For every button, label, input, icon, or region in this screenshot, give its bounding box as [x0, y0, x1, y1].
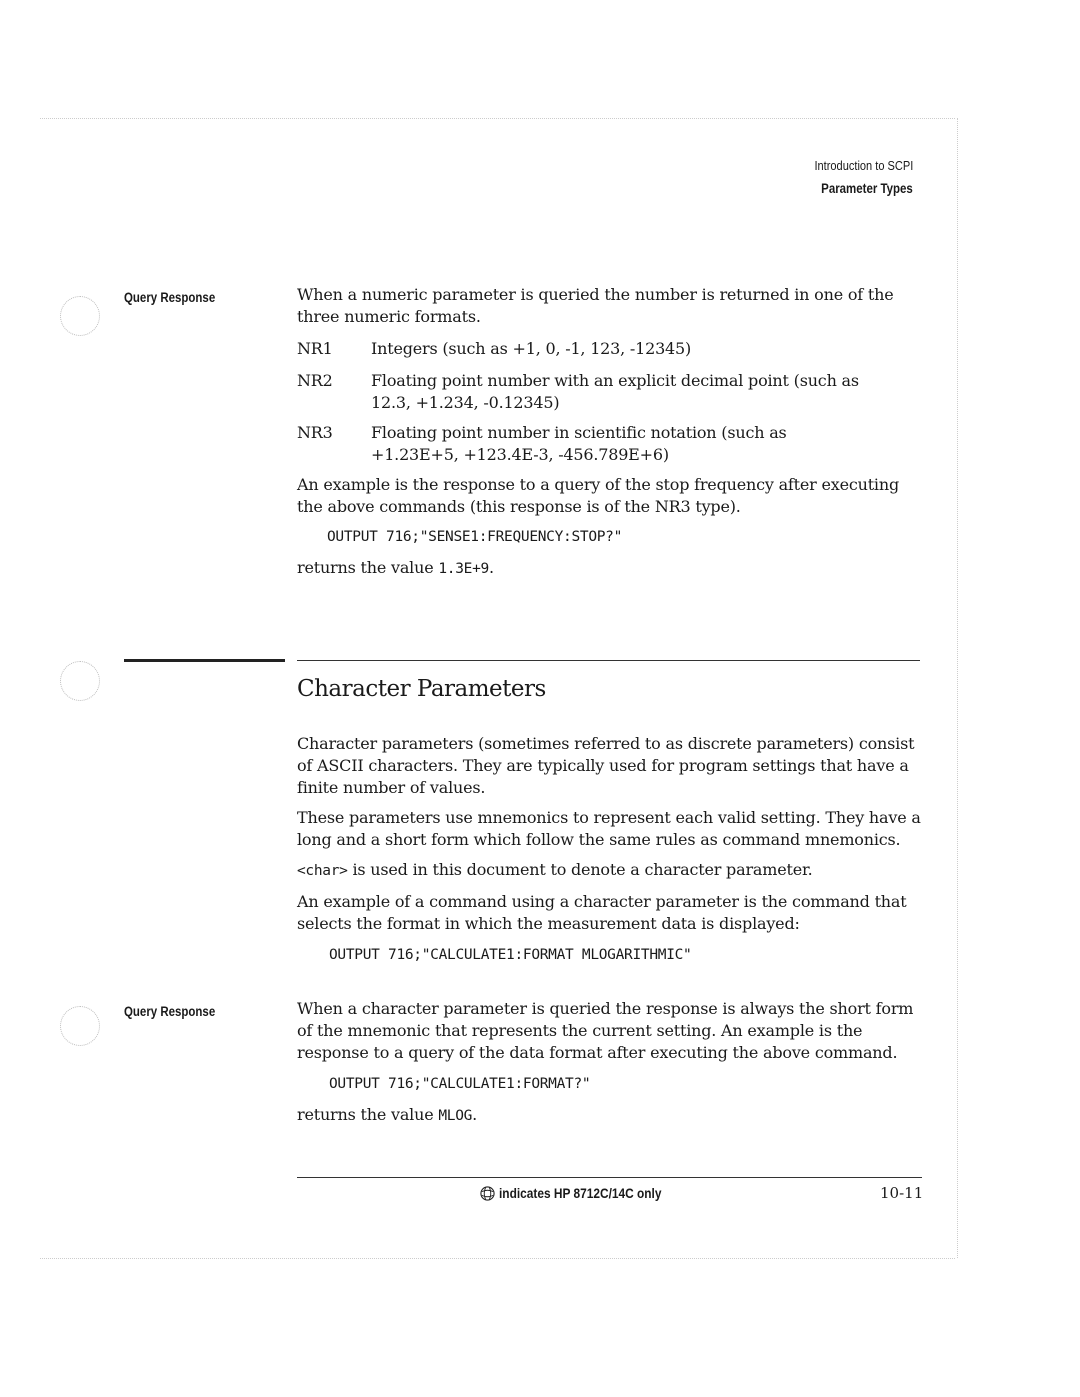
side-label-query-response: Query Response — [124, 1004, 216, 1019]
paragraph: These parameters use mnemonics to represent each valid setting. They have a long and a short form which follow the same rules as command mnemonics. — [297, 808, 921, 849]
returns-value: 1.3E+9 — [438, 561, 489, 577]
format-item-nr2 — [297, 370, 917, 414]
side-label-query-response: Query Response — [124, 290, 216, 305]
page-number: 10-11 — [880, 1184, 924, 1202]
scan-edge-right — [957, 118, 958, 1258]
format-description-cont: 12.3, +1.234, -0.12345) — [371, 393, 560, 412]
format-description-cont: +1.23E+5, +123.4E-3, -456.789E+6) — [371, 445, 669, 464]
char-token: <char> — [297, 863, 348, 879]
code-example: OUTPUT 716;"CALCULATE1:FORMAT?" — [329, 1076, 591, 1092]
section-heading: Character Parameters — [297, 676, 546, 702]
numeric-example-text: An example is the response to a query of the stop frequency after executing the above commands (this response is of the NR3 type). — [297, 475, 899, 516]
paragraph: An example of a command using a character parameter is the command that selects the format in which the measurement data is displayed: — [297, 892, 907, 933]
returns-period: . — [472, 1105, 477, 1124]
footer-note — [480, 1185, 690, 1201]
code-example: OUTPUT 716;"SENSE1:FREQUENCY:STOP?" — [327, 529, 623, 545]
format-name: NR3 — [297, 423, 333, 442]
paragraph: When a character parameter is queried the response is always the short form of the mnemonic that represents the current setting. An example is the response to a query of the data format after executing the above command. — [297, 999, 914, 1062]
punch-hole — [60, 1006, 100, 1046]
returns-line — [297, 1104, 925, 1127]
paragraph: Character parameters (sometimes referred to as discrete parameters) consist of ASCII characters. They are typically used for program settings that have a finite number of values. — [297, 734, 915, 797]
format-item-nr1 — [297, 338, 917, 360]
returns-line — [297, 557, 917, 580]
numeric-query-intro: When a numeric parameter is queried the number is returned in one of the three numeric formats. — [297, 285, 894, 326]
punch-hole — [60, 661, 100, 701]
character-parameters-body — [297, 733, 925, 966]
char-definition — [297, 859, 925, 882]
format-name: NR1 — [297, 339, 333, 358]
running-header-section: Introduction to SCPI — [814, 158, 913, 173]
section-rule-thick — [124, 659, 285, 662]
numeric-query-section — [297, 284, 917, 580]
running-header-subsection: Parameter Types — [821, 181, 913, 196]
format-description: Floating point number with an explicit decimal point (such as — [371, 371, 859, 390]
format-description: Floating point number in scientific notation (such as — [371, 423, 787, 442]
returns-value: MLOG — [438, 1108, 473, 1124]
char-definition-text: is used in this document to denote a character parameter. — [347, 860, 813, 879]
section-rule-thin — [297, 660, 920, 661]
returns-text: returns the value — [297, 558, 439, 577]
code-example: OUTPUT 716;"CALCULATE1:FORMAT MLOGARITHMIC" — [329, 947, 692, 963]
scan-edge-bottom — [40, 1258, 955, 1259]
hp-globe-icon — [480, 1186, 495, 1201]
scan-edge-top — [40, 118, 955, 119]
format-name: NR2 — [297, 371, 333, 390]
footer-note-text: indicates HP 8712C/14C only — [499, 1185, 662, 1201]
punch-hole — [60, 296, 100, 336]
format-description: Integers (such as +1, 0, -1, 123, -12345) — [371, 339, 692, 358]
returns-period: . — [488, 558, 494, 577]
footer-rule — [297, 1177, 922, 1178]
returns-text: returns the value — [297, 1105, 439, 1124]
character-query-section — [297, 998, 925, 1127]
format-item-nr3 — [297, 422, 917, 466]
